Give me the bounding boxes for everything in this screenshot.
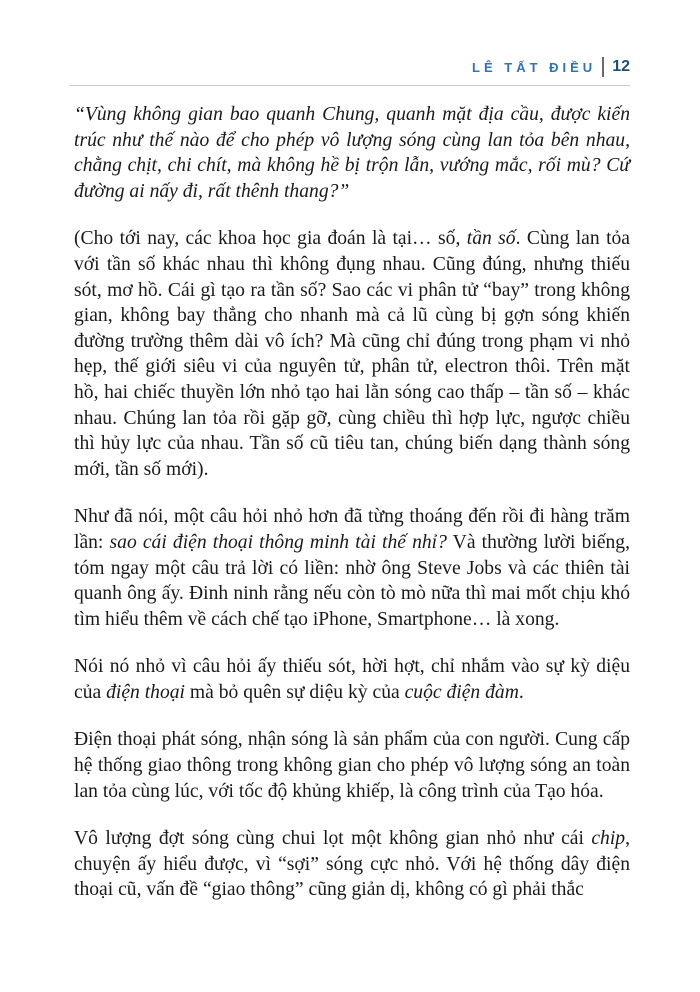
paragraph-frequency xyxy=(74,226,630,482)
emphasis-text: tần số xyxy=(466,228,516,250)
paragraph-text: Và thường lười biếng, tóm ngay một câu trả lời có liền: nhờ ông Steve Jobs và các thiên tài quanh ông ấy. Đinh ninh rằng nếu còn tò mò nữa thì mai mốt chịu khó tìm hiểu thêm về cách chế tạo iPhone, Smartphone… là xong. xyxy=(74,531,631,630)
emphasis-text: điện thoại xyxy=(106,681,186,703)
running-header xyxy=(472,57,630,77)
paragraph-chip xyxy=(74,826,630,903)
paragraph-small-question xyxy=(74,654,630,705)
paragraph-creation: Điện thoại phát sóng, nhận sóng là sản phẩm của con người. Cung cấp hệ thống giao thông trong không gian cho phép vô lượng sóng an toàn lan tỏa cùng lúc, với tốc độ khủng khiếp, là công trình của Tạo hóa. xyxy=(74,729,630,802)
header-divider xyxy=(70,85,630,86)
paragraph-smartphone xyxy=(74,504,630,632)
page-body xyxy=(74,102,630,925)
paragraph-text: Như đã nói, một câu hỏi nhỏ hơn đã từng thoáng đến rồi đi hàng trăm lần: xyxy=(74,506,630,553)
paragraph-text: . Cùng lan tỏa với tần số khác nhau thì không đụng nhau. Cũng đúng, nhưng thiếu sót, mơ hồ. Cái gì tạo ra tần số? Sao các vi phân tử “bay” trong không gian, không bay thẳng cho nhanh mà cả lũ cùng bị gợn sóng khiến đường trường thêm dài vô ích? Mà cũng chỉ đúng trong phạm vi nhỏ hẹp, thế giới siêu vi của nguyên tử, phân tử, electron thôi. Trên mặt hồ, hai chiếc thuyền lớn nhỏ tạo hai lằn sóng cao thấp – tần số – khác nhau. Chúng lan tỏa rồi gặp gỡ, cùng chiều thì hợp lực, ngược chiều thì hủy lực của nhau. Tần số cũ tiêu tan, chúng biến dạng thành sóng mới, tần số mới). xyxy=(74,228,631,480)
emphasis-text: chip xyxy=(591,828,626,850)
header-separator xyxy=(602,57,604,77)
paragraph-text: (Cho tới nay, các khoa học gia đoán là tại… số, xyxy=(74,228,467,250)
paragraph-text: , chuyện ấy hiểu được, vì “sợi” sóng cực nhỏ. Với hệ thống dây điện thoại cũ, vấn đề “giao thông” cũng giản dị, không có gì phải thắc xyxy=(74,828,630,901)
page-number: 12 xyxy=(612,58,630,75)
paragraph-text: Nói nó nhỏ vì câu hỏi ấy thiếu sót, hời hợt, chỉ nhắm vào sự kỳ diệu của xyxy=(74,656,630,703)
paragraph-text: mà bỏ quên sự diệu kỳ của xyxy=(185,681,405,703)
paragraph-text: Vô lượng đợt sóng cùng chui lọt một không gian nhỏ như cái xyxy=(74,828,592,850)
paragraph-text: . xyxy=(518,681,524,703)
emphasis-text: sao cái điện thoại thông minh tài thế nhỉ? xyxy=(109,531,447,553)
emphasis-text: cuộc điện đàm xyxy=(404,681,519,703)
quote-paragraph: “Vùng không gian bao quanh Chung, quanh mặt địa cầu, được kiến trúc như thế nào để cho phép vô lượng sóng cùng lan tỏa bên nhau, chằng chịt, chi chít, mà không hề bị trộn lẫn, vướng mắc, rối mù? Cứ đường ai nấy đi, rất thênh thang?” xyxy=(74,104,630,202)
header-author: LÊ TẤT ĐIỀU xyxy=(472,59,597,75)
